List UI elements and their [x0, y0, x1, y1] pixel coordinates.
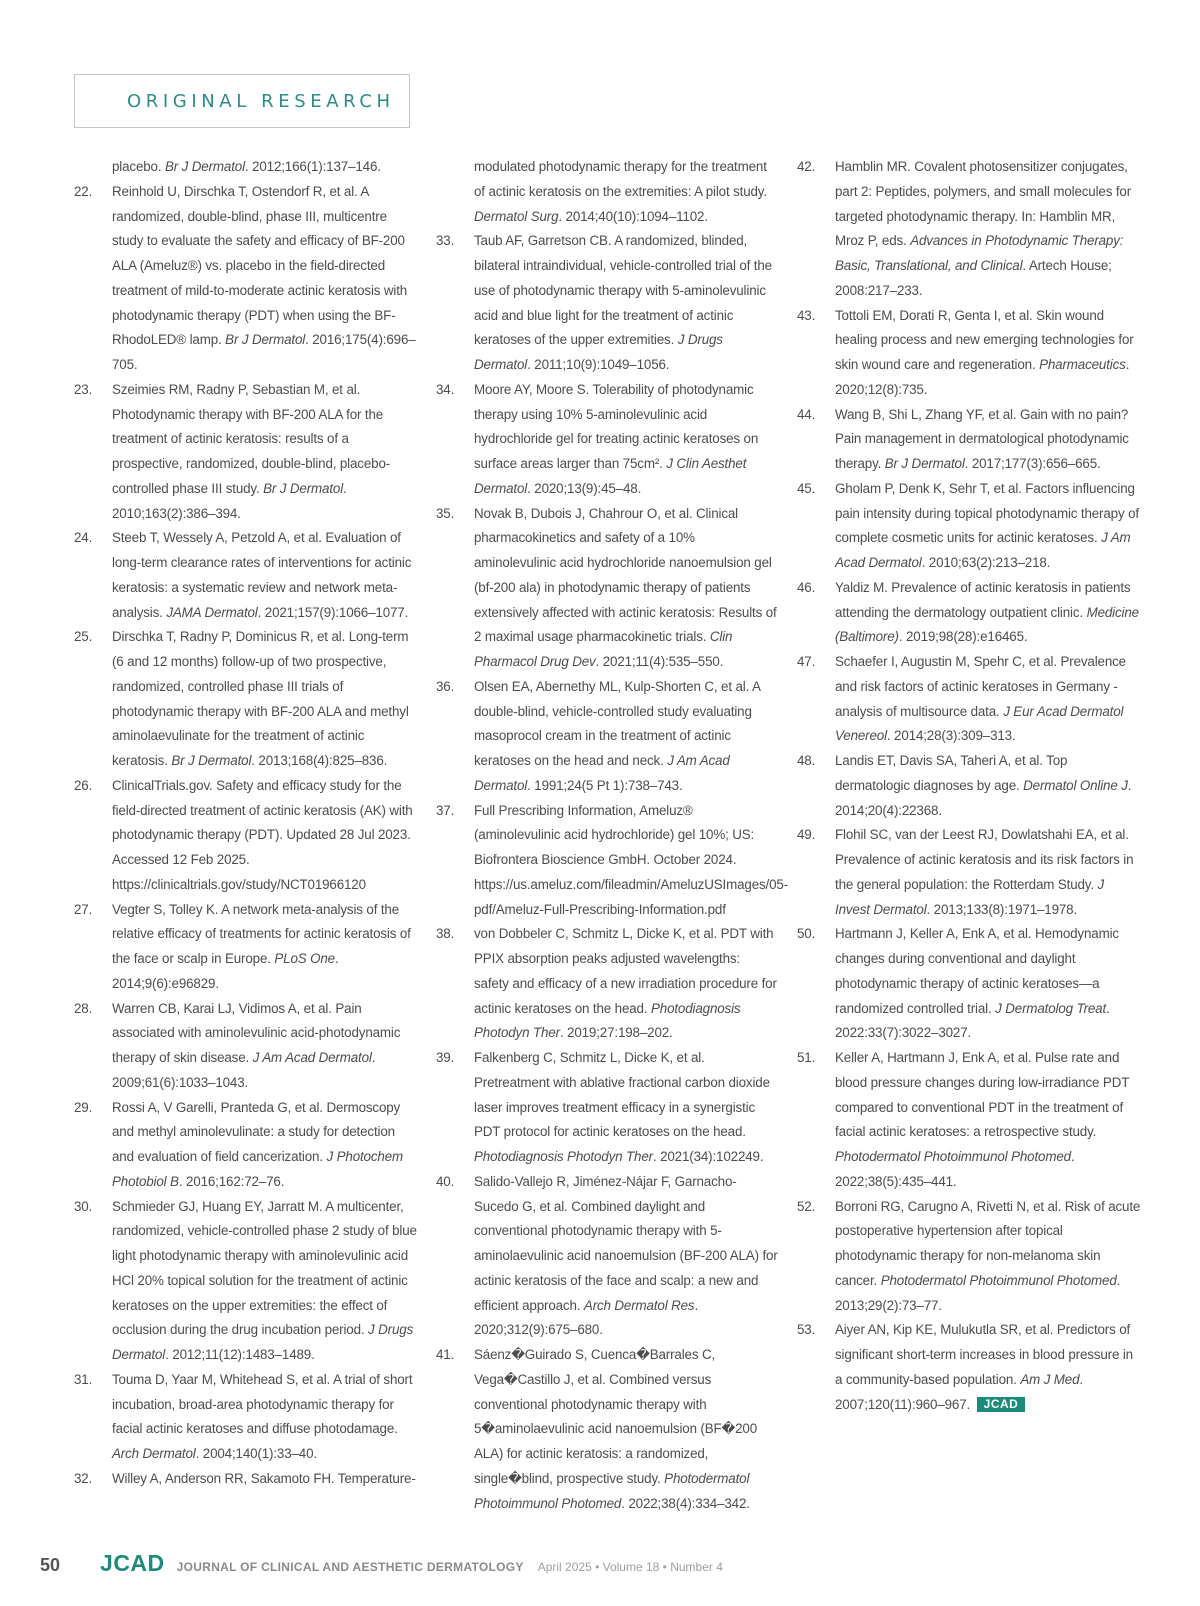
- reference-text: Novak B, Dubois J, Chahrour O, et al. Clinical pharmacokinetics and safety of a 10% aminolevulinic acid hydrochloride nanoemulsion gel (bf-200 ala) in photodynamic therapy of patients extensively affected with actinic keratosis: Results of 2 maximal usage pharmacokinetic trials. Clin Pharmacol Drug Dev. 2021;11(4):535–550.: [474, 505, 777, 669]
- reference-item: [74, 526, 419, 625]
- reference-text: Moore AY, Moore S. Tolerability of photodynamic therapy using 10% 5-aminolevulinic acid hydrochloride gel for treating actinic keratoses on surface areas larger than 75cm². J Clin Aesthet Dermatol. 2020;13(9):45–48.: [474, 381, 759, 496]
- reference-text: Hamblin MR. Covalent photosensitizer conjugates, part 2: Peptides, polymers, and small molecules for targeted photodynamic therapy. In: Hamblin MR, Mroz P, eds. Advances in Photodynamic Therapy: Basic, Translational, and Clinical. Artech House; 2008:217–233.: [835, 159, 1132, 298]
- reference-text: Szeimies RM, Radny P, Sebastian M, et al. Photodynamic therapy with BF-200 ALA for the treatment of actinic keratosis: results of a prospective, randomized, double-blind, placebo-controlled phase III study. Br J Dermatol. 2010;163(2):386–394.: [112, 381, 391, 521]
- reference-text: Tottoli EM, Dorati R, Genta I, et al. Skin wound healing process and new emerging technologies for skin wound care and regeneration. Pharmaceutics. 2020;12(8):735.: [835, 307, 1134, 397]
- reference-number: 32.: [74, 1470, 93, 1486]
- reference-number: 39.: [436, 1050, 455, 1065]
- reference-item: [797, 155, 1142, 304]
- reference-text: Schaefer I, Augustin M, Spehr C, et al. Prevalence and risk factors of actinic keratoses in Germany - analysis of multisource data. J Eur Acad Dermatol Venereol. 2014;28(3):309–313.: [835, 654, 1126, 744]
- reference-number: 36.: [436, 678, 455, 694]
- reference-item: [797, 749, 1142, 823]
- reference-item: [797, 1195, 1142, 1319]
- reference-text: Vegter S, Tolley K. A network meta-analysis of the relative efficacy of treatments for actinic keratosis of the face or scalp in Europe. PLoS One. 2014;9(6):e96829.: [112, 901, 411, 991]
- reference-item: [436, 1343, 778, 1516]
- reference-text: modulated photodynamic therapy for the treatment of actinic keratosis on the extremities: A pilot study. Dermatol Surg. 2014;40(10):1094–1102.: [474, 159, 767, 224]
- reference-item: [436, 1046, 778, 1170]
- issue-info: April 2025 • Volume 18 • Number 4: [537, 1560, 723, 1574]
- page-number: 50: [40, 1555, 61, 1575]
- reference-item: [74, 1096, 419, 1195]
- reference-number: 25.: [74, 629, 93, 645]
- reference-text: Wang B, Shi L, Zhang YF, et al. Gain with no pain? Pain management in dermatological photodynamic therapy. Br J Dermatol. 2017;177(3):656–665.: [835, 406, 1129, 471]
- section-header-box: [74, 74, 410, 128]
- reference-number: 49.: [797, 827, 816, 843]
- reference-text: Dirschka T, Radny P, Dominicus R, et al. Long-term (6 and 12 months) follow-up of two prospective, randomized, controlled phase III trials of photodynamic therapy with BF-200 ALA and methyl aminolaevulinate for the treatment of actinic keratosis. Br J Dermatol. 2013;168(4):825–836.: [112, 629, 409, 768]
- reference-item: [74, 1467, 419, 1492]
- reference-item: [74, 378, 419, 527]
- references-column-2: [436, 155, 789, 1516]
- reference-number: 35.: [436, 505, 455, 521]
- reference-number: 48.: [797, 753, 816, 768]
- reference-text: Warren CB, Karai LJ, Vidimos A, et al. Pain associated with aminolevulinic acid-photodynamic therapy of skin disease. J Am Acad Dermatol. 2009;61(6):1033–1043.: [112, 1000, 401, 1090]
- reference-number: 47.: [797, 654, 816, 669]
- reference-item: [797, 922, 1142, 1046]
- reference-text: Schmieder GJ, Huang EY, Jarratt M. A multicenter, randomized, vehicle-controlled phase 2 study of blue light photodynamic therapy with aminolevulinic acid HCl 20% topical solution for the treatment of actinic keratoses on the upper extremities: the effect of occlusion during the drug incubation period. J Drugs Dermatol. 2012;11(12):1483–1489.: [112, 1198, 417, 1362]
- reference-item: [797, 477, 1142, 576]
- reference-number: 28.: [74, 1000, 93, 1016]
- reference-text: Hartmann J, Keller A, Enk A, et al. Hemodynamic changes during conventional and daylight photodynamic therapy of actinic keratoses—a randomized controlled trial. J Dermatolog Treat. 2022:33(7):3022–3027.: [835, 926, 1119, 1041]
- page-footer: [40, 1550, 723, 1580]
- reference-text: Falkenberg C, Schmitz L, Dicke K, et al. Pretreatment with ablative fractional carbon dioxide laser improves treatment efficacy in a synergistic PDT protocol for actinic keratoses on the head. Photodiagnosis Photodyn Ther. 2021(34):102249.: [474, 1050, 770, 1164]
- reference-number: 33.: [436, 233, 455, 249]
- reference-item: [74, 997, 419, 1096]
- reference-item: [436, 155, 778, 229]
- reference-text: Aiyer AN, Kip KE, Mulukutla SR, et al. Predictors of significant short-term increases in blood pressure in a community-based population. Am J Med. 2007;120(11):960–967.: [835, 1322, 1133, 1412]
- reference-item: [797, 304, 1142, 403]
- reference-item: [436, 675, 778, 799]
- reference-text: Yaldiz M. Prevalence of actinic keratosis in patients attending the dermatology outpatient clinic. Medicine (Baltimore). 2019;98(28):e16465.: [835, 579, 1139, 645]
- reference-number: 53.: [797, 1322, 816, 1338]
- reference-text: Willey A, Anderson RR, Sakamoto FH. Temperature-: [112, 1470, 416, 1486]
- reference-item: [74, 1195, 419, 1368]
- reference-number: 29.: [74, 1099, 93, 1115]
- reference-text: Flohil SC, van der Leest RJ, Dowlatshahi EA, et al. Prevalence of actinic keratosis and its risk factors in the general population: the Rotterdam Study. J Invest Dermatol. 2013;133(8):1971–1978.: [835, 827, 1134, 917]
- reference-number: 30.: [74, 1198, 93, 1214]
- reference-item: [797, 823, 1142, 922]
- reference-number: 41.: [436, 1347, 455, 1362]
- reference-number: 42.: [797, 159, 816, 174]
- reference-text: Steeb T, Wessely A, Petzold A, et al. Evaluation of long-term clearance rates of interventions for actinic keratosis: a systematic review and network meta-analysis. JAMA Dermatol. 2021;157(9):1066–1077.: [112, 530, 412, 620]
- reference-item: [436, 922, 778, 1046]
- reference-item: [74, 180, 419, 378]
- references-column-3: [797, 155, 1142, 1417]
- reference-item: [436, 502, 778, 675]
- reference-item: [74, 625, 419, 774]
- reference-item: [436, 378, 778, 502]
- reference-text: Borroni RG, Carugno A, Rivetti N, et al. Risk of acute postoperative hypertension after topical photodynamic therapy for non-melanoma skin cancer. Photodermatol Photoimmunol Photomed. 2013;29(2):73–77.: [835, 1198, 1141, 1313]
- reference-number: 40.: [436, 1173, 455, 1189]
- reference-item: [797, 1046, 1142, 1195]
- section-label: ORIGINAL RESEARCH: [127, 91, 395, 112]
- reference-number: 51.: [797, 1050, 816, 1065]
- journal-name: JOURNAL OF CLINICAL AND AESTHETIC DERMATOLOGY: [176, 1560, 524, 1574]
- reference-text: Landis ET, Davis SA, Taheri A, et al. Top dermatologic diagnoses by age. Dermatol Online J. 2014;20(4):22368.: [835, 753, 1132, 818]
- reference-text: Reinhold U, Dirschka T, Ostendorf R, et al. A randomized, double-blind, phase III, multicentre study to evaluate the safety and efficacy of BF-200 ALA (Ameluz®) vs. placebo in the field-directed treatment of mild-to-moderate actinic keratosis with photodynamic therapy (PDT) when using the BF-RhodoLED® lamp. Br J Dermatol. 2016;175(4):696–705.: [112, 183, 416, 372]
- reference-text: Sáenz�Guirado S, Cuenca�Barrales C, Vega�Castillo J, et al. Combined versus conventional photodynamic therapy with 5�aminolaevulinic acid nanoemulsion (BF�200 ALA) for actinic keratosis: a randomized, single�blind, prospective study. Photodermatol Photoimmunol Photomed. 2022;38(4):334–342.: [474, 1347, 758, 1511]
- references-column-1: [74, 155, 419, 1492]
- reference-text: Rossi A, V Garelli, Pranteda G, et al. Dermoscopy and methyl aminolevulinate: a study for detection and evaluation of field cancerization. J Photochem Photobiol B. 2016;162:72–76.: [112, 1099, 404, 1189]
- reference-number: 44.: [797, 406, 816, 422]
- reference-number: 34.: [436, 381, 455, 397]
- reference-text: Olsen EA, Abernethy ML, Kulp-Shorten C, et al. A double-blind, vehicle-controlled study evaluating masoprocol cream in the treatment of actinic keratoses on the head and neck. J Am Acad Dermatol. 1991;24(5 Pt 1):738–743.: [474, 678, 761, 793]
- reference-item: [74, 898, 419, 997]
- end-badge: JCAD: [977, 1397, 1026, 1412]
- reference-text: Full Prescribing Information, Ameluz® (aminolevulinic acid hydrochloride) gel 10%; US: Biofrontera Bioscience GmbH. October 2024. https://us.ameluz.com/fileadmin/AmeluzUSImages/05-pdf/Ameluz-Full-Prescribing-Information.pdf: [474, 802, 789, 917]
- reference-text: placebo. Br J Dermatol. 2012;166(1):137–146.: [112, 159, 381, 174]
- reference-item: [797, 1318, 1142, 1417]
- reference-item: [74, 1368, 419, 1467]
- reference-number: 52.: [797, 1198, 816, 1214]
- reference-item: [797, 403, 1142, 477]
- reference-number: 22.: [74, 183, 93, 199]
- reference-item: [436, 1170, 778, 1343]
- reference-number: 24.: [74, 530, 93, 546]
- reference-item: [797, 650, 1142, 749]
- reference-item: [436, 229, 778, 378]
- reference-text: Keller A, Hartmann J, Enk A, et al. Pulse rate and blood pressure changes during low-irradiance PDT compared to conventional PDT in the treatment of facial actinic keratoses: a retrospective study. Photodermatol Photoimmunol Photomed. 2022;38(5):435–441.: [835, 1050, 1130, 1189]
- reference-number: 46.: [797, 579, 816, 595]
- reference-text: Taub AF, Garretson CB. A randomized, blinded, bilateral intraindividual, vehicle-controlled trial of the use of photodynamic therapy with 5-aminolevulinic acid and blue light for the treatment of actinic keratoses of the upper extremities. J Drugs Dermatol. 2011;10(9):1049–1056.: [474, 233, 772, 372]
- reference-text: Salido-Vallejo R, Jiménez-Nájar F, Garnacho-Sucedo G, et al. Combined daylight and conventional photodynamic therapy with 5-aminolaevulinic acid nanoemulsion (BF-200 ALA) for actinic keratosis of the face and scalp: a new and efficient approach. Arch Dermatol Res. 2020;312(9):675–680.: [474, 1173, 778, 1338]
- reference-number: 43.: [797, 307, 816, 323]
- reference-number: 27.: [74, 901, 93, 917]
- reference-number: 45.: [797, 480, 816, 496]
- reference-number: 38.: [436, 926, 455, 942]
- reference-item: [436, 799, 789, 923]
- reference-item: [797, 576, 1142, 650]
- reference-text: Touma D, Yaar M, Whitehead S, et al. A trial of short incubation, broad-area photodynamic therapy for facial actinic keratoses and diffuse photodamage. Arch Dermatol. 2004;140(1):33–40.: [112, 1371, 413, 1461]
- reference-number: 31.: [74, 1371, 93, 1387]
- reference-text: ClinicalTrials.gov. Safety and efficacy study for the field-directed treatment of actinic keratosis (AK) with photodynamic therapy (PDT). Updated 28 Jul 2023. Accessed 12 Feb 2025. https://clinicaltrials.gov/study/NCT01966120: [112, 777, 413, 892]
- reference-item: [74, 774, 419, 898]
- reference-number: 50.: [797, 926, 816, 942]
- reference-item: [74, 155, 419, 180]
- reference-number: 37.: [436, 802, 455, 818]
- reference-number: 26.: [74, 777, 93, 793]
- reference-number: 23.: [74, 381, 93, 397]
- journal-logo: JCAD: [100, 1550, 165, 1576]
- reference-text: von Dobbeler C, Schmitz L, Dicke K, et al. PDT with PPIX absorption peaks adjusted wavelengths: safety and efficacy of a new irradiation procedure for actinic keratoses on the head. Photodiagnosis Photodyn Ther. 2019;27:198–202.: [474, 926, 777, 1041]
- reference-text: Gholam P, Denk K, Sehr T, et al. Factors influencing pain intensity during topical photodynamic therapy of complete cosmetic units for actinic keratoses. J Am Acad Dermatol. 2010;63(2):213–218.: [835, 480, 1139, 570]
